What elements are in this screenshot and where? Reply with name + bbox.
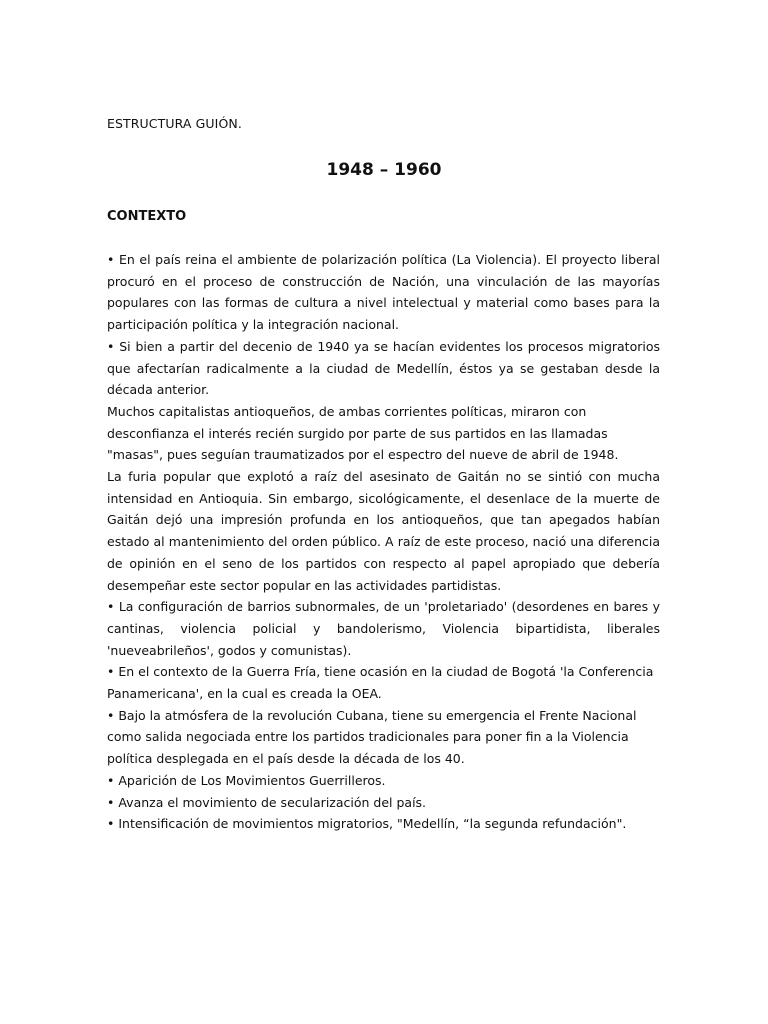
document-title: 1948 – 1960 [326, 160, 442, 180]
paragraph: • La configuración de barrios subnormales, de un 'proletariado' (desordenes en bares y cantinas, violencia policial y bandolerismo, Violencia bipartidista, liberales 'nueveabrileños', godos y comunistas). [107, 599, 660, 658]
paragraph: • En el país reina el ambiente de polarización política (La Violencia). El proyecto liberal procuró en el proceso de construcción de Nación, una vinculación de las mayorías populares con las formas de cultura a nivel intelectual y material como bases para la participación política y la integración nacional. [107, 252, 660, 333]
paragraph: • Si bien a partir del decenio de 1940 ya se hacían evidentes los procesos migratorios que afectarían radicalmente a la ciudad de Medellín, éstos ya se gestaban desde la década anterior. [107, 338, 660, 398]
section-heading: CONTEXTO [107, 209, 187, 224]
document-label: ESTRUCTURA GUIÓN. [107, 116, 242, 131]
paragraph: • En el contexto de la Guerra Fría, tiene ocasión en la ciudad de Bogotá 'la Conferencia Panamericana', en la cual es creada la OEA. [107, 664, 654, 702]
paragraph: • Aparición de Los Movimientos Guerrilleros. [107, 772, 386, 788]
paragraph: • Intensificación de movimientos migratorios, "Medellín, “la segunda refundación". [107, 816, 627, 832]
paragraph: • Avanza el movimiento de secularización del país. [107, 794, 427, 810]
paragraph: • Bajo la atmósfera de la revolución Cubana, tiene su emergencia el Frente Nacional como salida negociada entre los partidos tradicionales para poner fin a la Violencia política desplegada en el país desde la década de los 40. [107, 707, 637, 767]
document-body [107, 249, 660, 835]
paragraph: Muchos capitalistas antioqueños, de ambas corrientes políticas, miraron con desconfianza el interés recién surgido por parte de sus partidos en las llamadas "masas", pues seguían traumatizados por el espectro del nueve de abril de 1948. [107, 403, 619, 463]
paragraph: La furia popular que explotó a raíz del asesinato de Gaitán no se sintió con mucha intensidad en Antioquia. Sin embargo, sicológicamente, el desenlace de la muerte de Gaitán dejó una impresión profunda en los antioqueños, que tan apegados habían estado al mantenimiento del orden público. A raíz de este proceso, nació una diferencia de opinión en el seno de los partidos con respecto al papel apropiado que debería desempeñar este sector popular en las actividades partidistas. [107, 469, 660, 593]
